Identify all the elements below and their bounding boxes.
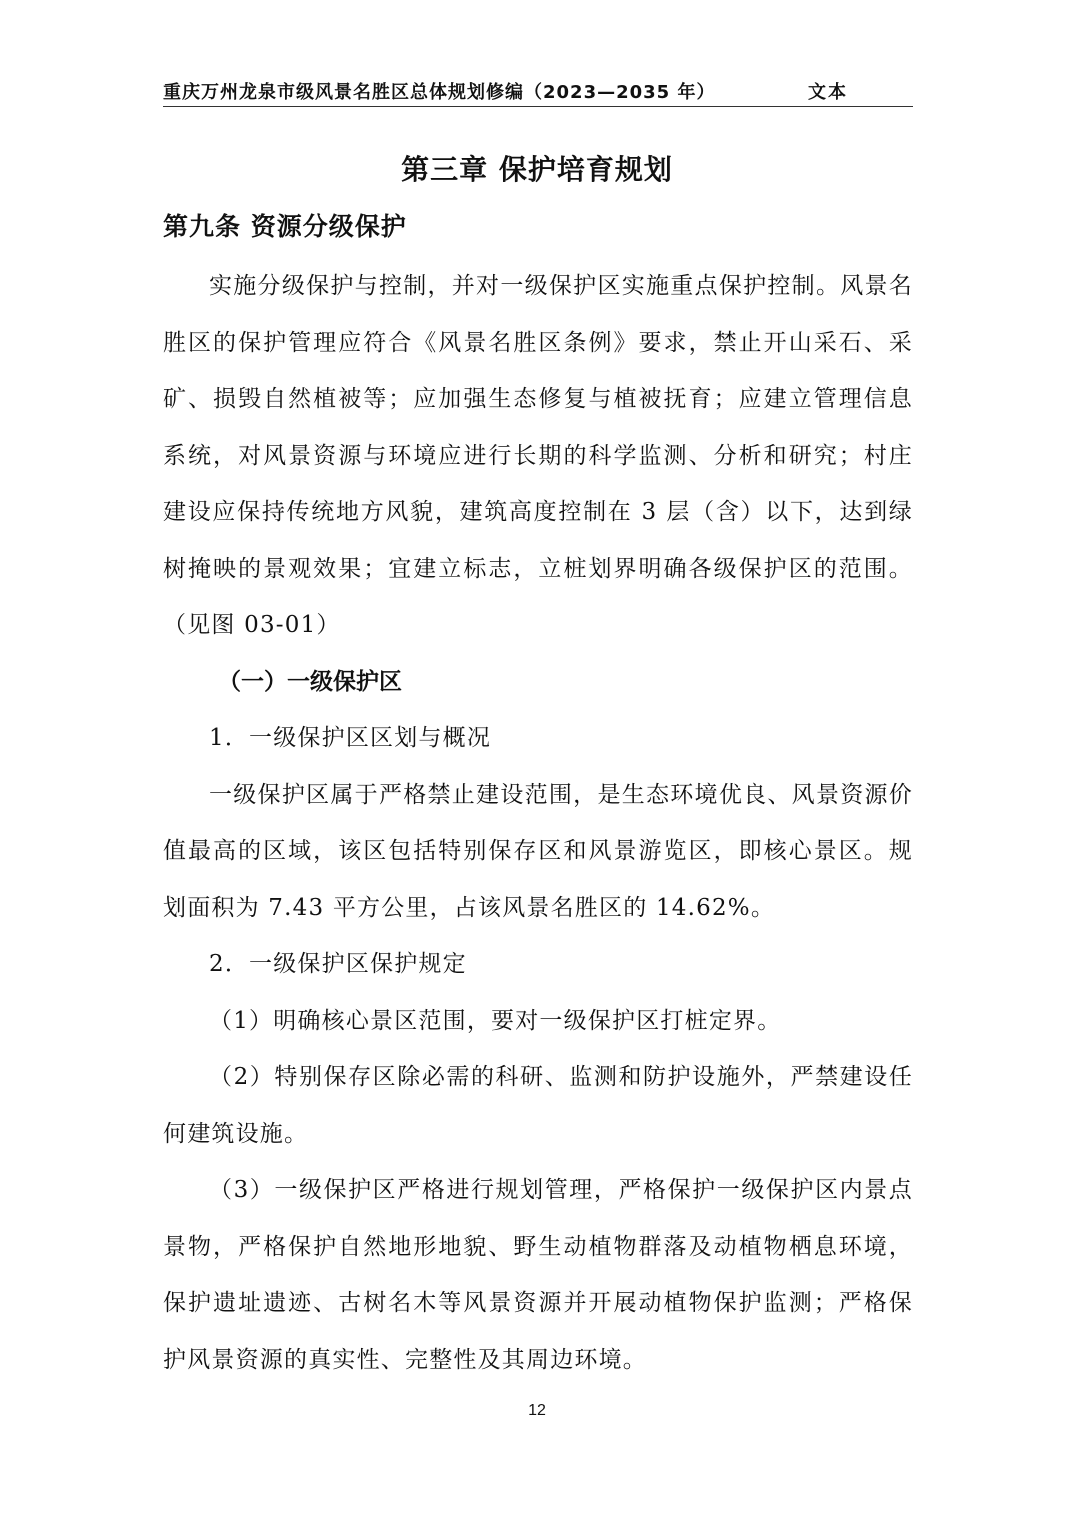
page-header — [163, 74, 913, 107]
item-heading: 1．一级保护区区划与概况 — [209, 725, 492, 751]
header-section-tag: 文本 — [808, 82, 848, 103]
page-number: 12 — [528, 1402, 546, 1419]
item-heading: 2．一级保护区保护规定 — [209, 951, 467, 977]
article-title: 第九条 资源分级保护 — [163, 212, 407, 241]
intro-paragraph: 实施分级保护与控制，并对一级保护区实施重点保护控制。风景名胜区的保护管理应符合《风景名胜区条例》要求，禁止开山采石、采矿、损毁自然植被等；应加强生态修复与植被抚育；应建立管理信息系统，对风景资源与环境应进行长期的科学监测、分析和研究；村庄建设应保持传统地方风貌，建筑高度控制在 3 层（含）以下，达到绿树掩映的景观效果；宜建立标志，立桩划界明确各级保护区的范围。（见图 03-01） — [163, 273, 913, 638]
chapter-title: 第三章 保护培育规划 — [401, 153, 673, 186]
item-paragraph: 一级保护区属于严格禁止建设范围，是生态环境优良、风景资源价值最高的区域，该区包括特别保存区和风景游览区，即核心景区。规划面积为 7.43 平方公里，占该风景名胜区的 14.62%。 — [163, 781, 913, 921]
header-document-title: 重庆万州龙泉市级风景名胜区总体规划修编（2023—2035 年） — [163, 82, 716, 103]
body-content — [163, 258, 913, 1388]
rule-paragraph: （2）特别保存区除必需的科研、监测和防护设施外，严禁建设任何建筑设施。 — [163, 1064, 913, 1147]
rule-paragraph: （1）明确核心景区范围，要对一级保护区打桩定界。 — [209, 1007, 782, 1034]
rule-paragraph: （3）一级保护区严格进行规划管理，严格保护一级保护区内景点景物，严格保护自然地形地貌、野生动植物群落及动植物栖息环境，保护遗址遗迹、古树名木等风景资源并开展动植物保护监测；严格保护风景资源的真实性、完整性及其周边环境。 — [163, 1177, 913, 1373]
section-heading: （一）一级保护区 — [218, 668, 402, 695]
